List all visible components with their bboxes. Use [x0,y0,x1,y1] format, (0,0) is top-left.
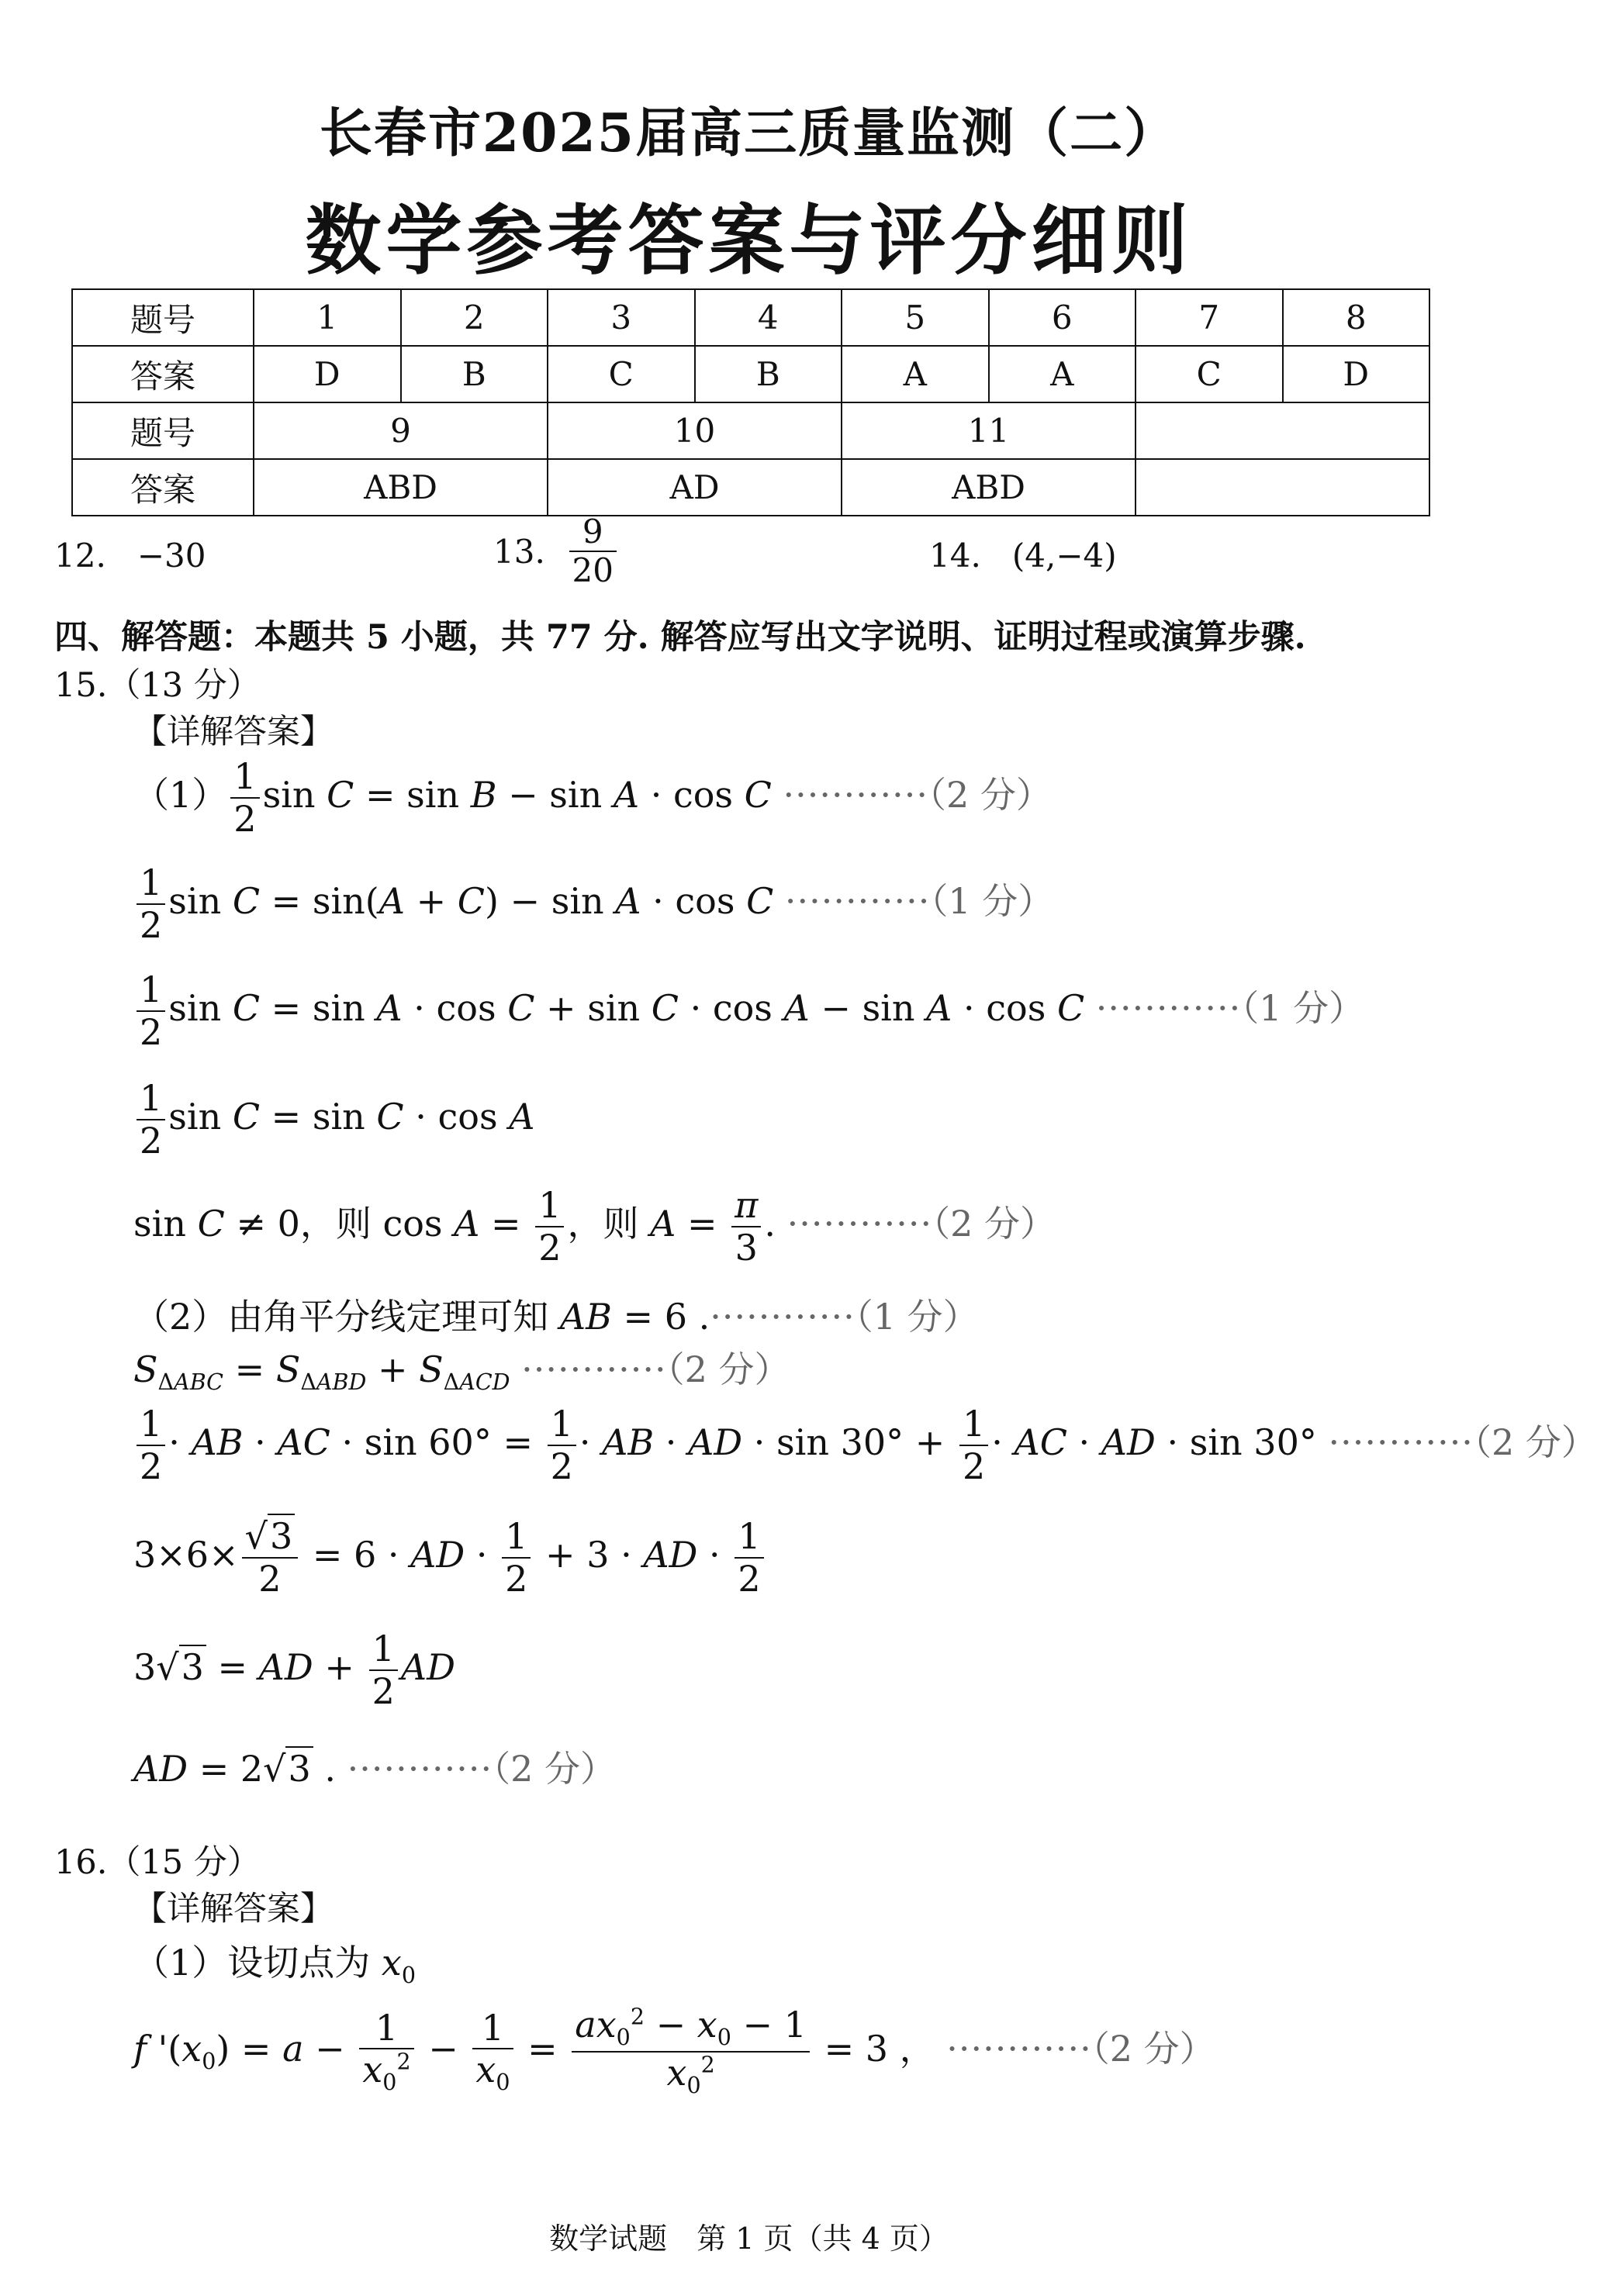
formula-line: f '$(x_0) = a$ − $\frac{1}{x_0^2}$ − $\frac{1}{x_0}$ = $\frac{ax_0^2 - x_0 - 1}{x_0^2}$ = 3 ， ············（2 分） [133,2004,1215,2099]
formula-line: $\frac{1}{2}$ sin C = sin(A + C) − sin A · cos C ············（1 分） [133,862,1053,946]
formula-line: （2）由角平分线定理可知 AB = 6 .············（1 分） [133,1296,979,1338]
table-row: 答案 ABD AD ABD [72,459,1429,516]
formula-line: AD = 2√3 . ············（2 分） [133,1748,616,1790]
table-row: 答案 D B C B A A C D [72,346,1429,402]
question-15-heading: 15.（13 分） [54,666,261,705]
formula-line: （1）设切点为 $x_0$ [133,1942,417,1989]
formula-line: $\frac{1}{2}$ · AB · AC · sin 60° = $\frac{1}{2}$ · AB · AD · sin 30° + $\frac{1}{2}$ · AC · AD · sin 30° ············（2 分） [133,1403,1597,1487]
detail-label: 【详解答案】 [133,1890,334,1928]
answer-14: 14. (4,−4) [929,537,1117,575]
page-footer: 数学试题 第 1 页（共 4 页） [549,2222,949,2256]
formula-line: （1） $\frac{1}{2}$ sin C = sin B − sin A · cos C ············（2 分） [133,755,1052,840]
formula-line: $S_{\Delta ABC} = S_{\Delta ABD} + S_{\Delta ACD} \cdot\cdot\cdot\cdot\cdot\cdot\cdot\cdot\cdot\cdot\cdot\cdot(2$ 分） [133,1348,790,1396]
section-heading: 四、解答题：本题共 5 小题，共 77 分. 解答应写出文字说明、证明过程或演算步骤. [54,618,1306,657]
formula-line: 3√3 = AD + $\frac{1}{2}$ AD [133,1628,455,1712]
answer-table [71,288,1430,516]
answer-13: 13. $\frac{9}{20}$ [493,513,620,590]
detail-label: 【详解答案】 [133,713,334,751]
document-subtitle: 数学参考答案与评分细则 [305,196,1193,285]
formula-line: sin C ≠ 0，则 cos A = $\frac{1}{2}$ ，则 A = $\frac{\pi}{3}$ . ············（2 分） [133,1184,1056,1269]
formula-line: $\frac{1}{2}$ sin C = sin C · cos A [133,1078,534,1162]
answer-12: 12. −30 [54,537,206,575]
table-row: 题号 1 2 3 4 5 6 7 8 [72,289,1429,346]
formula-line: 3×6× $\frac{√3}{2}$ = 6 · AD · $\frac{1}{2}$ + 3 · AD · $\frac{1}{2}$ [133,1516,767,1600]
table-row: 题号 9 10 11 [72,402,1429,459]
document-title: 长春市2025届高三质量监测（二） [319,102,1179,164]
formula-line: $\frac{1}{2}$ sin C = sin A · cos C + sin C · cos A − sin A · cos C ············（1 分） [133,969,1364,1053]
question-16-heading: 16.（15 分） [54,1843,261,1882]
